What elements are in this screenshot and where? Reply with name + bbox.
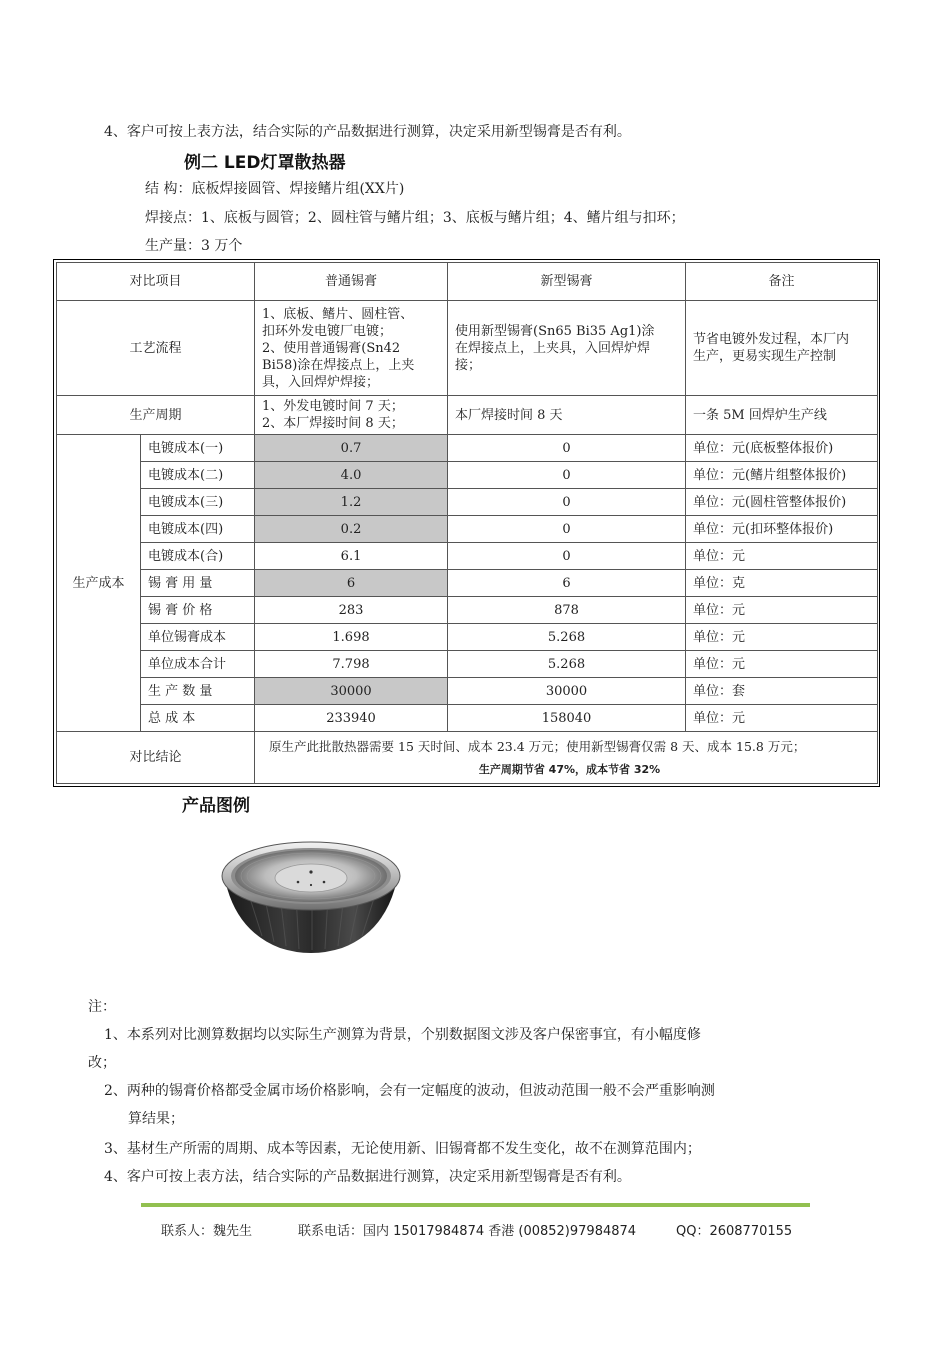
- cost-remark: 单位：元(鳍片组整体报价): [686, 462, 878, 489]
- table-row: [57, 678, 878, 705]
- cost-item: 电镀成本(一): [141, 435, 255, 462]
- process-new-line: 接；: [455, 357, 482, 373]
- table-row: [57, 597, 878, 624]
- cost-ordinary: 6.1: [255, 543, 448, 570]
- process-ordinary-line: 具，入回焊炉焊接；: [262, 374, 380, 390]
- process-remark: [686, 301, 878, 396]
- cycle-new: 本厂焊接时间 8 天: [448, 396, 686, 435]
- table-row: [57, 624, 878, 651]
- cost-ordinary: 7.798: [255, 651, 448, 678]
- cost-ordinary: 233940: [255, 705, 448, 732]
- footer-contact: 联系人：魏先生: [161, 1224, 253, 1239]
- header-remark: 备注: [686, 263, 878, 301]
- process-ordinary: [255, 301, 448, 396]
- cycle-label: 生产周期: [57, 396, 255, 435]
- cost-ordinary: 0.2: [255, 516, 448, 543]
- cost-item: 电镀成本(二): [141, 462, 255, 489]
- process-label: 工艺流程: [57, 301, 255, 396]
- process-new-line: 在焊接点上，上夹具，入回焊炉焊: [455, 340, 651, 356]
- table-row: [57, 543, 878, 570]
- cost-item: 电镀成本(四): [141, 516, 255, 543]
- cost-ordinary: 4.0: [255, 462, 448, 489]
- cost-ordinary: 0.7: [255, 435, 448, 462]
- cycle-ordinary-line: 1、外发电镀时间 7 天；: [262, 399, 404, 414]
- header-new: 新型锡膏: [448, 263, 686, 301]
- note-4: 4、客户可按上表方法，结合实际的产品数据进行测算，决定采用新型锡膏是否有利。: [104, 1169, 631, 1185]
- cost-item: 单位锡膏成本: [141, 624, 255, 651]
- process-ordinary-line: 1、底板、鳍片、圆柱管、: [262, 306, 414, 322]
- cost-remark: 单位：元(圆柱管整体报价): [686, 489, 878, 516]
- weld-points-line: 焊接点：1、底板与圆管；2、圆柱管与鳍片组；3、底板与鳍片组；4、鳍片组与扣环；: [145, 210, 685, 226]
- cost-item: 电镀成本(三): [141, 489, 255, 516]
- cost-new: 6: [448, 570, 686, 597]
- volume-line: 生产量：3 万个: [145, 238, 243, 254]
- note-3: 3、基材生产所需的周期、成本等因素，无论使用新、旧锡膏都不发生变化，故不在测算范围内；: [104, 1141, 701, 1157]
- cost-group-label: 生产成本: [57, 435, 141, 732]
- footer-qq: QQ：2608770155: [676, 1224, 793, 1239]
- cost-new: 0: [448, 543, 686, 570]
- cost-ordinary: 6: [255, 570, 448, 597]
- cost-new: 878: [448, 597, 686, 624]
- process-ordinary-line: Bi58)涂在焊接点上，上夹: [262, 357, 415, 373]
- table-row: [57, 570, 878, 597]
- process-row: [57, 301, 878, 396]
- conclusion-row: [57, 732, 878, 784]
- cycle-remark: 一条 5M 回焊炉生产线: [686, 396, 878, 435]
- table-row: [57, 516, 878, 543]
- cost-remark: 单位：套: [686, 678, 878, 705]
- process-ordinary-line: 扣环外发电镀厂电镀；: [262, 323, 393, 339]
- cost-ordinary: 1.698: [255, 624, 448, 651]
- intro-note: 4、客户可按上表方法，结合实际的产品数据进行测算，决定采用新型锡膏是否有利。: [104, 124, 631, 140]
- cost-item: 锡 膏 价 格: [141, 597, 255, 624]
- header-ordinary: 普通锡膏: [255, 263, 448, 301]
- process-remark-line: 节省电镀外发过程，本厂内: [693, 332, 850, 347]
- cost-remark: 单位：克: [686, 570, 878, 597]
- cost-item: 电镀成本(合): [141, 543, 255, 570]
- conclusion-label: 对比结论: [57, 732, 255, 784]
- cost-new: 0: [448, 516, 686, 543]
- note-2: 2、两种的锡膏价格都受金属市场价格影响，会有一定幅度的波动，但波动范围一般不会严重影响测: [104, 1083, 715, 1099]
- cost-remark: 单位：元: [686, 543, 878, 570]
- cost-ordinary: 1.2: [255, 489, 448, 516]
- process-new-line: 使用新型锡膏(Sn65 Bi35 Ag1)涂: [455, 323, 655, 339]
- cost-remark: 单位：元: [686, 624, 878, 651]
- table-row: [57, 462, 878, 489]
- cycle-ordinary-line: 2、本厂焊接时间 8 天；: [262, 416, 404, 431]
- example-heading: 例二 LED灯罩散热器: [184, 153, 346, 173]
- cost-new: 158040: [448, 705, 686, 732]
- comparison-table: [53, 259, 880, 787]
- cost-new: 0: [448, 462, 686, 489]
- note-1-cont: 改；: [88, 1055, 116, 1071]
- process-remark-line: 生产，更易实现生产控制: [693, 349, 837, 364]
- cost-new: 0: [448, 435, 686, 462]
- cost-new: 30000: [448, 678, 686, 705]
- conclusion-text: 原生产此批散热器需要 15 天时间、成本 23.4 万元；使用新型锡膏仅需 8 天、成本 15.8 万元；: [269, 738, 806, 754]
- note-1: 1、本系列对比测算数据均以实际生产测算为背景，个别数据图文涉及客户保密事宜，有小幅度修: [104, 1027, 701, 1043]
- process-new: [448, 301, 686, 396]
- cost-remark: 单位：元(底板整体报价): [686, 435, 878, 462]
- cost-ordinary: 30000: [255, 678, 448, 705]
- table-row: [57, 435, 878, 462]
- product-image-led-heatsink: [218, 832, 404, 960]
- header-item: 对比项目: [57, 263, 255, 301]
- cost-item: 锡 膏 用 量: [141, 570, 255, 597]
- conclusion-bold: 生产周期节省 47%，成本节省 32%: [478, 762, 661, 776]
- cost-remark: 单位：元: [686, 597, 878, 624]
- footer-divider: [141, 1203, 810, 1207]
- table-row: [57, 489, 878, 516]
- structure-line: 结 构：底板焊接圆管、焊接鳍片组(XX片): [145, 181, 405, 197]
- notes-title: 注：: [88, 999, 116, 1015]
- cost-new: 5.268: [448, 651, 686, 678]
- table-row: [57, 705, 878, 732]
- process-ordinary-line: 2、使用普通锡膏(Sn42: [262, 340, 401, 356]
- conclusion-cell: [255, 732, 878, 784]
- cost-item: 生 产 数 量: [141, 678, 255, 705]
- cycle-row: [57, 396, 878, 435]
- cost-item: 单位成本合计: [141, 651, 255, 678]
- cost-new: 5.268: [448, 624, 686, 651]
- table-header-row: [57, 263, 878, 301]
- product-image-heading: 产品图例: [182, 796, 250, 816]
- table-row: [57, 651, 878, 678]
- cost-remark: 单位：元: [686, 651, 878, 678]
- cost-remark: 单位：元: [686, 705, 878, 732]
- cost-remark: 单位：元(扣环整体报价): [686, 516, 878, 543]
- note-2-cont: 算结果；: [128, 1111, 184, 1127]
- cycle-ordinary: [255, 396, 448, 435]
- footer-phone: 联系电话：国内 15017984874 香港 (00852)97984874: [298, 1224, 637, 1239]
- cost-ordinary: 283: [255, 597, 448, 624]
- cost-new: 0: [448, 489, 686, 516]
- cost-item: 总 成 本: [141, 705, 255, 732]
